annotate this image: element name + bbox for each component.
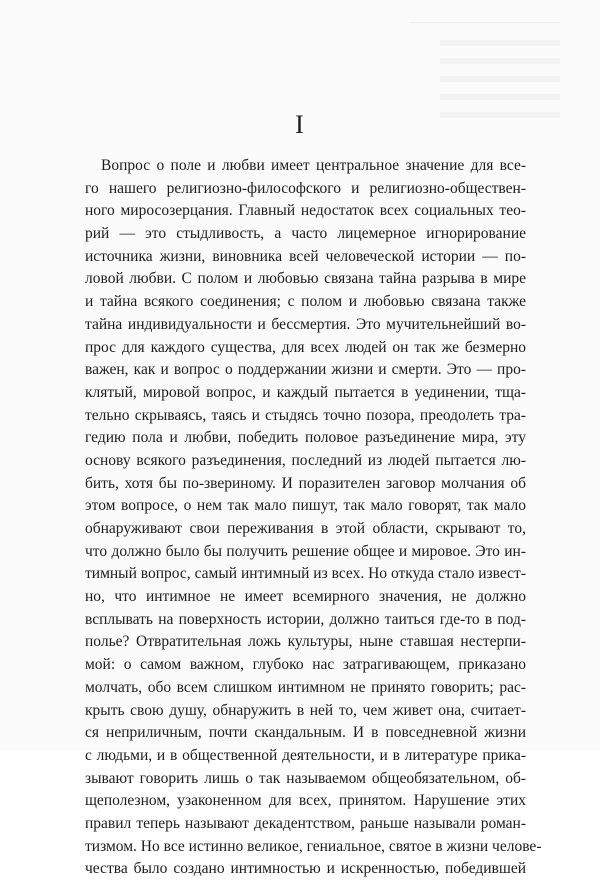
text-line: что должно было бы получить решение общее и мировое. Это ин- [85, 542, 526, 560]
text-line: ся неприличным, почти скандальным. И в повседневной жизни [85, 724, 526, 742]
text-line: правил теперь называют декадентством, раньше называли роман- [85, 814, 526, 832]
text-line: мой: о самом важном, глубоко нас затрагивающем, приказано [85, 656, 526, 674]
text-line: источника жизни, виновника всей человеческой истории — по- [85, 247, 526, 265]
text-line: клятый, мировой вопрос, и каждый пытается в уединении, тща- [85, 383, 526, 401]
text-line: рий — это стыдливость, а часто лицемерное игнорирование [85, 225, 526, 243]
body-text [85, 155, 542, 881]
text-line: обнаруживают свои переживания в этой области, скрывают то, [85, 520, 526, 537]
text-line: тизмом. Но все истинно великое, гениальное, святое в жизни челове- [85, 837, 542, 855]
bleed-through-text [440, 40, 560, 120]
text-line: тимный вопрос, самый интимный из всех. Но откуда стало извест- [85, 565, 526, 583]
chapter-number: I [295, 110, 305, 139]
text-line: и тайна всякого соединения; с полом и любовью связана также [85, 293, 526, 311]
text-line: чества было создано интимностью и искренностью, победившей [85, 860, 526, 878]
text-line: ловой любви. С полом и любовью связана тайна разрыва в мире [85, 270, 526, 288]
text-line: тельно скрываясь, таясь и стыдясь точно позора, преодолеть тра- [85, 406, 526, 424]
text-line: полье? Отвратительная ложь культуры, ныне ставшая нестерпи- [85, 633, 526, 651]
text-line: крыть свою душу, обнаружить в ней то, чем живет она, считает- [85, 701, 526, 719]
text-line: тайна индивидуальности и бессмертия. Это мучительнейший во- [85, 315, 526, 333]
text-line: щеполезном, узаконенном для всех, принятом. Нарушение этих [85, 792, 526, 810]
text-line: прос для каждого существа, для всех людей он так же безмерно [85, 338, 526, 356]
text-line: с людьми, и в общественной деятельности, и в литературе прика- [85, 746, 526, 764]
text-line: го нашего религиозно-философского и религиозно-обществен- [85, 179, 526, 197]
text-line: важен, как и вопрос о поддержании жизни и смерти. Это — про- [85, 361, 526, 379]
text-line: Вопрос о поле и любви имеет центральное значение для все- [101, 157, 526, 174]
text-line: ного миросозерцания. Главный недостаток всех социальных тео- [85, 202, 526, 220]
text-line: бить, хотя бы по-звериному. И поразителен заговор молчания об [85, 474, 526, 492]
text-line: гедию пола и любви, победить половое разъединение мира, эту [85, 429, 526, 447]
text-line: но, что интимное не имеет всемирного значения, не должно [85, 588, 526, 606]
text-line: всплывать на поверхность истории, должно таиться где-то в под- [85, 610, 526, 628]
text-line: основу всякого разъединения, последний из людей пытается лю- [85, 451, 526, 469]
text-line: этом вопросе, о нем так мало пишут, так мало говорят, так мало [85, 497, 526, 515]
bleed-through-header [410, 12, 560, 23]
text-line: молчать, обо всем слишком интимном не принято говорить; рас- [85, 678, 526, 696]
text-line: зывают говорить лишь о так называемом общеобязательном, об- [85, 769, 526, 787]
